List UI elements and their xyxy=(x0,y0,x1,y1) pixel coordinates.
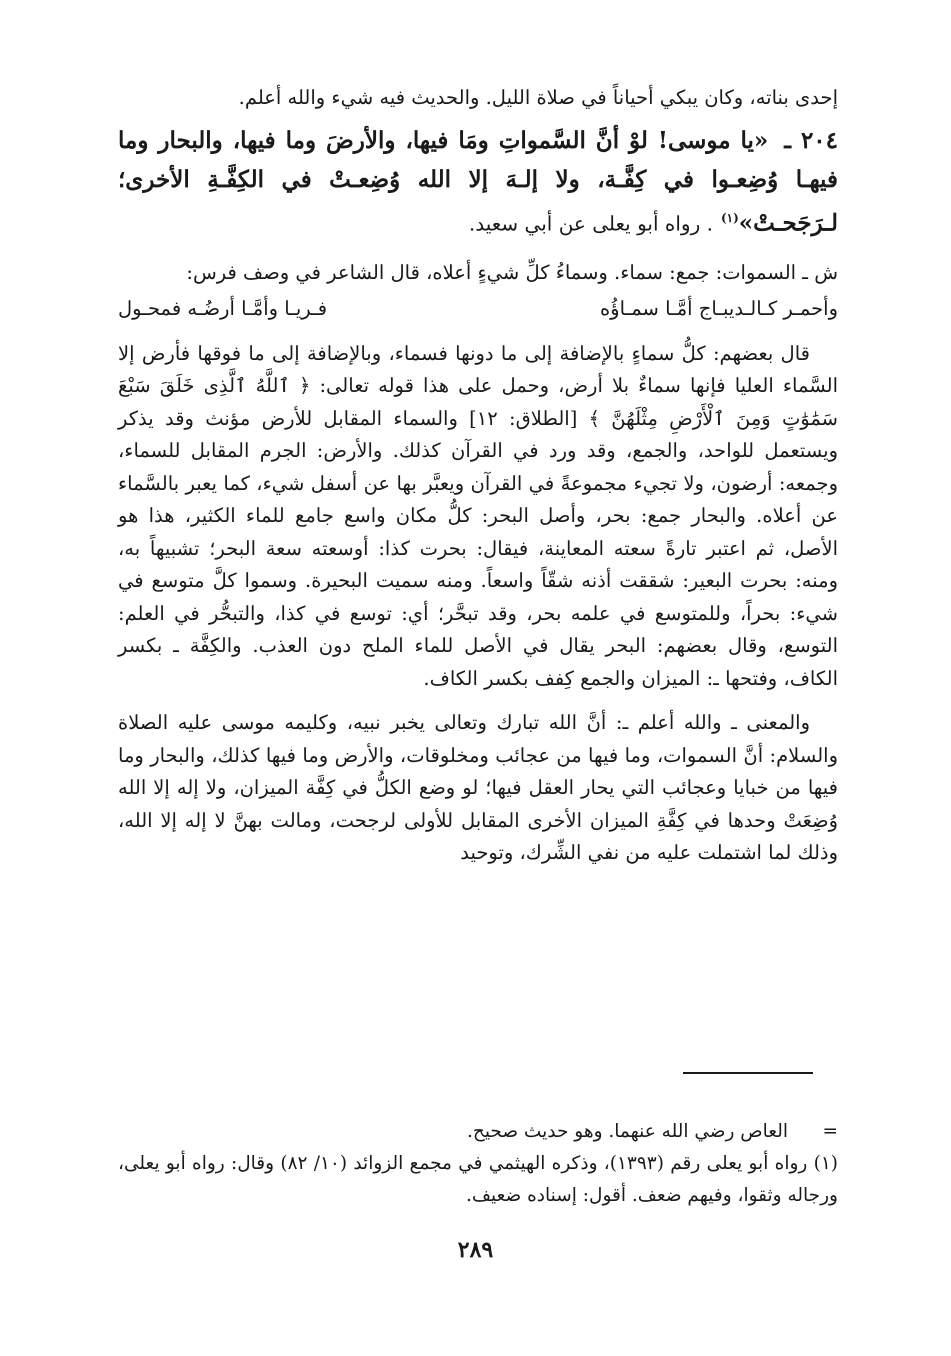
footnotes xyxy=(118,1116,838,1212)
footnote-1-text: رواه أبو يعلى رقم (١٣٩٣)، وذكره الهيثمي في مجمع الزوائد (١٠/ ٨٢) وقال: رواه أبو يعلى، ورجاله وثقوا، وفيهم ضعف. أقول: إسناده ضعيف. xyxy=(118,1153,838,1206)
hadith-number: ٢٠٤ ـ xyxy=(784,126,838,154)
hadith-text: «يا موسى! لوْ أنَّ السَّمواتِ ومَا فيها، والأرضَ وما فيها، والبحار وما فيهـا وُضِعـوا في كِفَّـة، ولا إلـهَ إلا الله وُضِعـتْ في الكِفَّـةِ الأخرى؛ لـرَجَحـتْ» xyxy=(118,126,838,237)
footnote-1 xyxy=(118,1148,838,1212)
footnote-1-number: (١) xyxy=(813,1153,838,1174)
commentary-paragraph-2: والمعنى ـ والله أعلم ـ: أنَّ الله تبارك وتعالى يخبر نبيه، وكليمه موسى عليه الصلاة والسلام: أنَّ السموات، وما فيها من عجائب ومخلوقات، والأرض وما فيها كذلك، والبحار وما فيها من خبايا وعجائب التي يحار العقل فيها؛ لو وضع الكلُّ في كِفَّة الميزان، ولا إله إلا الله وُضِعَتْ وحدها في كِفَّةِ الميزان الأخرى المقابل للأولى لرجحت، ومالت بهنَّ لا إله إلا الله، وذلك لما اشتملت عليه من نفي الشِّرك، وتوحيد xyxy=(118,711,838,865)
hadith-source: . رواه أبو يعلى عن أبي سعيد. xyxy=(468,211,713,236)
footnote-separator xyxy=(683,1072,813,1074)
footnote-mark[interactable]: (١) xyxy=(720,210,739,225)
footnote-continuation xyxy=(118,1116,838,1148)
poem-verse xyxy=(118,292,838,326)
commentary-paragraph-1: قال بعضهم: كلُّ سماءٍ بالإضافة إلى ما دونها فسماء، وبالإضافة إلى ما فوقها فأرض إلا السَّماء العليا فإنها سماءٌ بلا أرض، وحمل على هذا قوله تعالى: ﴿ ٱللَّهُ ٱلَّذِى خَلَقَ سَبْعَ سَمَٰوَٰتٍ وَمِنَ ٱلْأَرْضِ مِثْلَهُنَّ ﴾ [الطلاق: ١٢] والسماء المقابل للأرض مؤنث وقد يذكر ويستعمل للواحد، والجمع، وقد ورد في القرآن كذلك. والأرض: الجرم المقابل للسماء، وجمعه: أرضون، ولا تجيء مجموعةً في القرآن ويعبَّر بها عن أسفل شيء، كما يعبر بالسَّماء عن أعلاه. والبحار جمع: بحر، وأصل البحر: كلُّ مكان واسع جامع للماء الكثير، هذا هو الأصل، ثم اعتبر تارةً سعته المعاينة، فيقال: بحرت كذا: أوسعته سعة البحر؛ تشبيهاً به، ومنه: بحرت البعير: شققت أذنه شقّاً واسعاً. ومنه سميت البحيرة. وسموا كلَّ متوسع في شيء: بحراً، وللمتوسع في علمه بحر، وقد تبحَّر؛ أي: توسع في كذا، والتبحُّر في العلم: التوسع، وقال بعضهم: البحر يقال في الأصل للماء الملح دون العذب. والكِفَّة ـ بكسر الكاف، وفتحها ـ: الميزان والجمع كِفف بكسر الكاف. xyxy=(118,341,838,690)
hadith-block xyxy=(118,121,838,244)
continuation-text: العاص رضي الله عنهما. وهو حديث صحيح. xyxy=(467,1121,788,1142)
page-body xyxy=(118,82,838,870)
continuation-mark: = xyxy=(822,1121,838,1142)
page-number: ٢٨٩ xyxy=(457,1237,494,1263)
poem-first-hemistich: وأحمـر كـالـديبـاج أمَّـا سمـاؤُه xyxy=(599,296,838,320)
sharh-intro: ش ـ السموات: جمع: سماء. وسماءُ كلِّ شيءٍ أعلاه، قال الشاعر في وصف فرس: xyxy=(186,261,838,285)
intro-line: إحدى بناته، وكان يبكي أحياناً في صلاة الليل. والحديث فيه شيء والله أعلم. xyxy=(238,86,838,109)
poem-second-hemistich: فـريـا وأمَّـا أرضُـه فمحـول xyxy=(118,296,328,320)
